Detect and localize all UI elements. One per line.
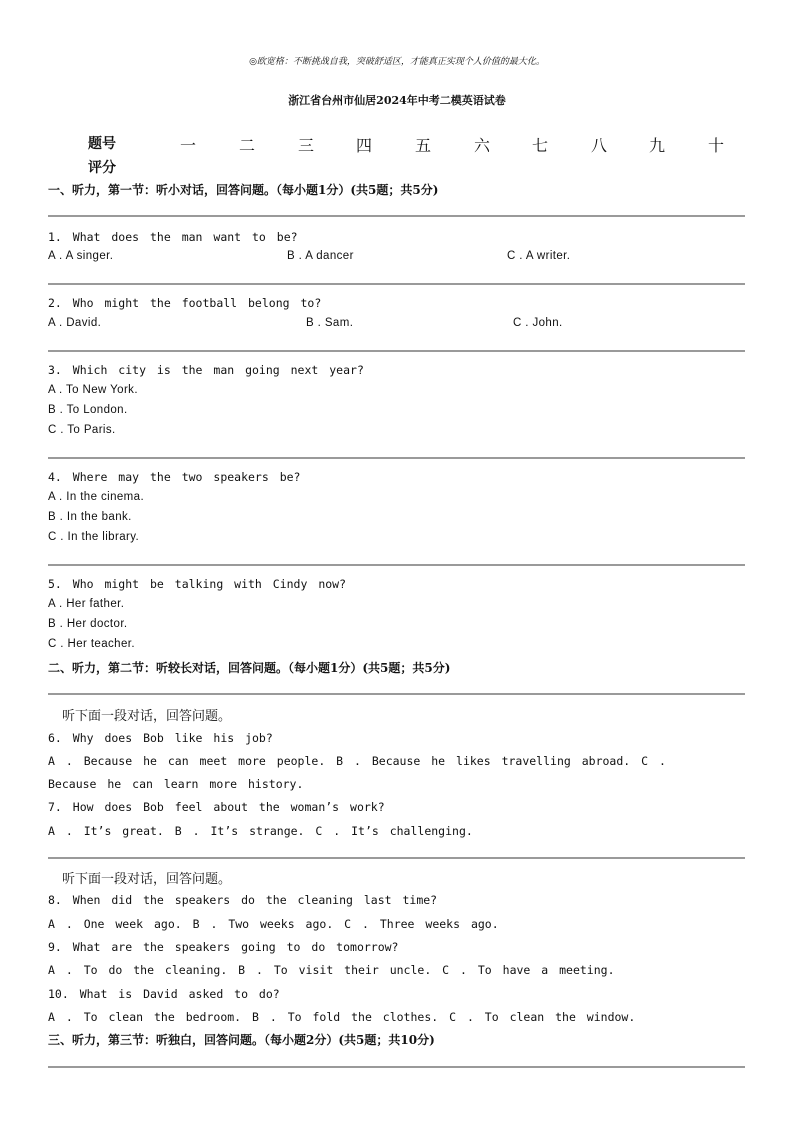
q6-options-line-2: Because he can learn more history. <box>48 777 304 791</box>
q2-option-b: B . Sam. <box>306 317 354 329</box>
question-4: 4. Where may the two speakers be? <box>48 470 301 484</box>
q5-option-a: A . Her father. <box>48 598 125 610</box>
score-col-3: 三 <box>298 136 315 155</box>
score-col-8: 八 <box>591 136 608 155</box>
divider <box>48 350 745 352</box>
question-8: 8. When did the speakers do the cleaning last time? <box>48 893 438 907</box>
score-col-10: 十 <box>708 136 725 155</box>
question-2: 2. Who might the football belong to? <box>48 296 322 310</box>
q7-options: A . It’s great. B . It’s strange. C . It’s challenging. <box>48 824 473 838</box>
score-col-4: 四 <box>356 136 373 155</box>
q8-options: A . One week ago. B . Two weeks ago. C . Three weeks ago. <box>48 917 499 931</box>
score-col-7: 七 <box>532 136 549 155</box>
q4-option-b: B . In the bank. <box>48 511 132 523</box>
q5-option-c: C . Her teacher. <box>48 638 135 650</box>
q9-options: A . To do the cleaning. B . To visit their uncle. C . To have a meeting. <box>48 963 615 977</box>
divider <box>48 1066 745 1068</box>
question-7: 7. How does Bob feel about the woman’s work? <box>48 800 385 814</box>
section-3-heading: 三、听力，第三节：听独白，回答问题。（每小题2分）(共5题；共10分) <box>48 1033 435 1047</box>
q1-option-c: C . A writer. <box>507 250 571 262</box>
section-1-heading: 一、听力，第一节：听小对话，回答问题。（每小题1分）(共5题；共5分) <box>48 183 439 197</box>
motto-line: ◎欧宽格：不断挑战自我，突破舒适区，才能真正实现个人价值的最大化。 <box>249 57 545 67</box>
divider <box>48 564 745 566</box>
score-table-row-label: 题号 <box>88 136 116 152</box>
divider <box>48 215 745 217</box>
q6-options-line-1: A . Because he can meet more people. B . Because he likes travelling abroad. C . <box>48 754 666 768</box>
q5-option-b: B . Her doctor. <box>48 618 128 630</box>
divider <box>48 283 745 285</box>
dialogue-intro-2: 听下面一段对话，回答问题。 <box>62 872 232 887</box>
q3-option-a: A . To New York. <box>48 384 138 396</box>
q3-option-b: B . To London. <box>48 404 128 416</box>
dialogue-intro-1: 听下面一段对话，回答问题。 <box>62 709 232 724</box>
q2-option-a: A . David. <box>48 317 102 329</box>
q4-option-a: A . In the cinema. <box>48 491 145 503</box>
q10-options: A . To clean the bedroom. B . To fold the clothes. C . To clean the window. <box>48 1010 636 1024</box>
question-5: 5. Who might be talking with Cindy now? <box>48 577 347 591</box>
score-col-1: 一 <box>180 136 197 155</box>
q3-option-c: C . To Paris. <box>48 424 116 436</box>
section-2-heading: 二、听力，第二节：听较长对话，回答问题。（每小题1分）(共5题；共5分) <box>48 661 451 675</box>
score-col-6: 六 <box>474 136 491 155</box>
score-table-score-label: 评分 <box>88 160 116 176</box>
exam-title: 浙江省台州市仙居2024年中考二模英语试卷 <box>288 94 506 107</box>
score-col-5: 五 <box>415 136 432 155</box>
question-3: 3. Which city is the man going next year? <box>48 363 364 377</box>
divider <box>48 457 745 459</box>
question-6: 6. Why does Bob like his job? <box>48 731 273 745</box>
question-9: 9. What are the speakers going to do tomorrow? <box>48 940 399 954</box>
q2-option-c: C . John. <box>513 317 563 329</box>
score-col-2: 二 <box>239 136 256 155</box>
q1-option-b: B . A dancer <box>287 250 354 262</box>
question-1: 1. What does the man want to be? <box>48 230 298 244</box>
q1-option-a: A . A singer. <box>48 250 114 262</box>
score-col-9: 九 <box>649 136 666 155</box>
divider <box>48 693 745 695</box>
q4-option-c: C . In the library. <box>48 531 140 543</box>
divider <box>48 857 745 859</box>
question-10: 10. What is David asked to do? <box>48 987 280 1001</box>
